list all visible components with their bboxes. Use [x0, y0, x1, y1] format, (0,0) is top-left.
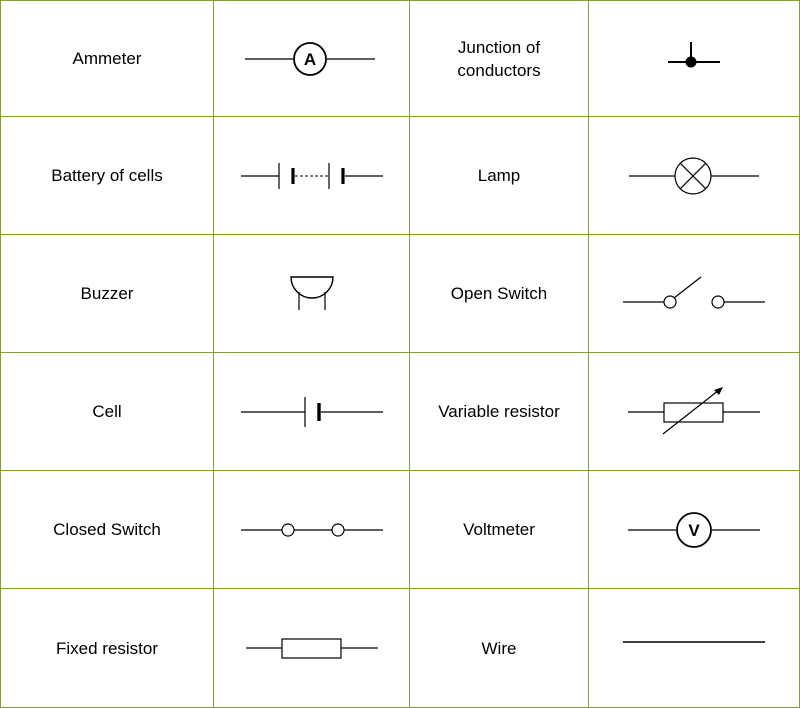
symbol-cell-closed-switch: [214, 471, 410, 589]
symbol-cell-wire: [589, 589, 800, 708]
symbol-name-fixed-resistor: Fixed resistor: [1, 589, 214, 708]
voltmeter-letter: V: [688, 520, 700, 540]
table-row: [1, 353, 800, 471]
symbol-name-open-switch: Open Switch: [410, 235, 589, 353]
symbol-cell-junction-of-conductors: [589, 1, 800, 117]
table-row: [1, 471, 800, 589]
symbol-name-voltmeter: Voltmeter: [410, 471, 589, 589]
fixed-resistor-icon: [244, 628, 380, 668]
symbol-cell-variable-resistor: [589, 353, 800, 471]
battery-of-cells-icon: [239, 156, 385, 196]
symbol-name-ammeter: Ammeter: [1, 1, 214, 117]
symbol-cell-voltmeter: [589, 471, 800, 589]
symbol-name-variable-resistor: Variable resistor: [410, 353, 589, 471]
symbol-name-lamp: Lamp: [410, 117, 589, 235]
junction-of-conductors-icon: [664, 39, 724, 79]
ammeter-icon: [242, 39, 382, 79]
closed-switch-icon: [239, 510, 385, 550]
ammeter-letter: A: [303, 49, 316, 69]
symbol-cell-open-switch: [589, 235, 800, 353]
lamp-icon: [627, 155, 761, 197]
symbol-name-battery-of-cells: Battery of cells: [1, 117, 214, 235]
table-row: [1, 235, 800, 353]
wire-icon: [621, 628, 767, 668]
symbol-cell-ammeter: [214, 1, 410, 117]
table-row: [1, 117, 800, 235]
symbol-name-buzzer: Buzzer: [1, 235, 214, 353]
variable-resistor-icon: [626, 386, 762, 438]
symbol-cell-battery-of-cells: [214, 117, 410, 235]
symbol-cell-buzzer: [214, 235, 410, 353]
buzzer-icon: [287, 272, 337, 316]
symbol-cell-cell: [214, 353, 410, 471]
table-row: [1, 589, 800, 708]
symbol-name-closed-switch: Closed Switch: [1, 471, 214, 589]
symbol-name-cell: Cell: [1, 353, 214, 471]
symbol-cell-fixed-resistor: [214, 589, 410, 708]
voltmeter-icon: [626, 509, 762, 551]
table-row: [1, 1, 800, 117]
symbol-name-wire: Wire: [410, 589, 589, 708]
symbol-cell-lamp: [589, 117, 800, 235]
cell-icon: [239, 392, 385, 432]
open-switch-icon: [621, 274, 767, 314]
symbol-name-junction-of-conductors: Junction of conductors: [410, 1, 589, 117]
